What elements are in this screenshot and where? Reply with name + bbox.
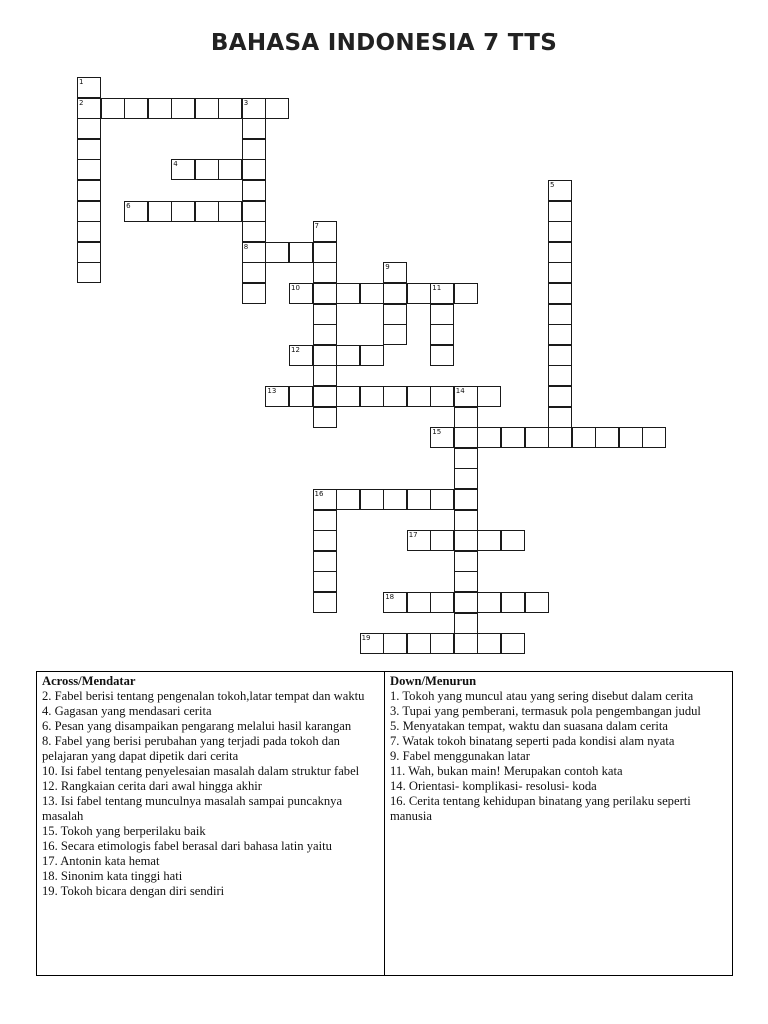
grid-cell[interactable] — [242, 180, 266, 201]
grid-cell[interactable] — [195, 98, 219, 119]
clue-number: 2 — [79, 98, 84, 107]
clue-number: 11 — [432, 284, 442, 292]
clue-number: 19 — [361, 634, 371, 643]
clue-table — [36, 671, 733, 976]
grid-cell[interactable] — [454, 613, 478, 634]
grid-cell[interactable] — [265, 242, 289, 263]
grid-cell[interactable] — [313, 407, 337, 428]
down-clue: 14. Orientasi- komplikasi- resolusi- koda — [390, 779, 597, 793]
grid-cell[interactable] — [77, 221, 101, 242]
grid-cell[interactable] — [242, 262, 266, 283]
grid-cell[interactable] — [360, 283, 384, 304]
grid-cell[interactable] — [360, 489, 384, 510]
grid-cell[interactable] — [313, 304, 337, 325]
grid-cell[interactable] — [336, 489, 360, 510]
grid-cell[interactable] — [313, 530, 337, 551]
grid-cell[interactable] — [430, 592, 454, 613]
grid-cell[interactable] — [336, 386, 360, 407]
grid-cell[interactable] — [548, 221, 572, 242]
grid-cell[interactable] — [313, 345, 337, 366]
down-clue: 1. Tokoh yang muncul atau yang sering disebut dalam cerita — [390, 689, 694, 703]
grid-cell[interactable] — [548, 262, 572, 283]
grid-cell[interactable] — [313, 551, 337, 572]
clue-number: 3 — [243, 98, 249, 107]
grid-cell[interactable] — [218, 201, 242, 222]
down-clue: 11. Wah, bukan main! Merupakan contoh kata — [390, 764, 623, 778]
grid-cell[interactable] — [454, 427, 478, 448]
grid-cell[interactable] — [477, 386, 501, 407]
grid-cell[interactable] — [313, 571, 337, 592]
grid-cell[interactable] — [430, 489, 454, 510]
grid-cell[interactable] — [501, 427, 525, 448]
down-clue: 5. Menyatakan tempat, waktu dan suasana dalam cerita — [390, 719, 669, 733]
clue-number: 1 — [79, 78, 84, 86]
grid-cell[interactable] — [77, 180, 101, 201]
grid-cell[interactable] — [548, 242, 572, 263]
grid-cell[interactable] — [430, 386, 454, 407]
grid-cell[interactable] — [289, 386, 313, 407]
grid-cell[interactable] — [430, 324, 454, 345]
grid-cell[interactable] — [430, 633, 454, 654]
grid-cell[interactable] — [77, 139, 101, 160]
grid-cell[interactable] — [77, 242, 101, 263]
grid-cell[interactable] — [454, 468, 478, 489]
grid-cell[interactable] — [619, 427, 643, 448]
grid-cell[interactable] — [383, 633, 407, 654]
across-clue: 15. Tokoh yang berperilaku baik — [42, 824, 206, 838]
grid-cell[interactable] — [383, 283, 407, 304]
down-clues — [385, 672, 732, 975]
grid-cell[interactable] — [548, 365, 572, 386]
grid-cell[interactable] — [313, 242, 337, 263]
grid-cell[interactable] — [242, 283, 266, 304]
clue-number: 8 — [243, 242, 249, 251]
grid-cell[interactable] — [313, 386, 337, 407]
grid-cell[interactable] — [454, 592, 478, 613]
down-clue: 3. Tupai yang pemberani, termasuk pola pengembangan judul — [390, 704, 701, 718]
grid-cell[interactable] — [407, 386, 431, 407]
grid-cell[interactable] — [454, 551, 478, 572]
grid-cell[interactable] — [407, 283, 431, 304]
grid-cell[interactable] — [148, 98, 172, 119]
across-clue: 16. Secara etimologis fabel berasal dari bahasa latin yaitu — [42, 839, 332, 853]
across-clue: 17. Antonin kata hemat — [42, 854, 160, 868]
grid-cell[interactable] — [360, 386, 384, 407]
grid-cell[interactable] — [124, 98, 148, 119]
clue-number: 14 — [455, 387, 465, 395]
grid-cell[interactable] — [572, 427, 596, 448]
clue-number: 13 — [267, 387, 277, 395]
across-clue: 13. Isi fabel tentang munculnya masalah sampai puncaknya masalah — [42, 794, 343, 823]
grid-cell[interactable] — [289, 242, 313, 263]
down-clue: 7. Watak tokoh binatang seperti pada kondisi alam nyata — [390, 734, 675, 748]
grid-cell[interactable] — [407, 592, 431, 613]
clue-number: 5 — [550, 181, 555, 189]
across-clue: 19. Tokoh bicara dengan diri sendiri — [42, 884, 225, 898]
grid-cell[interactable] — [383, 304, 407, 325]
clue-number: 4 — [173, 160, 178, 169]
clue-number: 12 — [291, 345, 300, 354]
clue-number: 18 — [385, 593, 395, 601]
grid-cell[interactable] — [501, 530, 525, 551]
grid-cell[interactable] — [383, 489, 407, 510]
grid-cell[interactable] — [548, 427, 572, 448]
clue-number: 16 — [314, 490, 324, 498]
grid-cell[interactable] — [313, 510, 337, 531]
grid-cell[interactable] — [218, 159, 242, 180]
grid-cell[interactable] — [242, 159, 266, 180]
grid-cell[interactable] — [548, 407, 572, 428]
grid-cell[interactable] — [454, 633, 478, 654]
page-title: BAHASA INDONESIA 7 TTS — [210, 30, 558, 56]
across-clue: 2. Fabel berisi tentang pengenalan tokoh,latar tempat dan waktu — [42, 689, 365, 703]
grid-cell[interactable] — [548, 283, 572, 304]
grid-cell[interactable] — [242, 221, 266, 242]
across-heading: Across/Mendatar — [42, 674, 136, 688]
grid-cell[interactable] — [336, 345, 360, 366]
grid-cell[interactable] — [313, 262, 337, 283]
grid-cell[interactable] — [642, 427, 666, 448]
grid-cell[interactable] — [454, 571, 478, 592]
grid-cell[interactable] — [548, 386, 572, 407]
clue-number: 9 — [385, 263, 390, 272]
grid-cell[interactable] — [242, 201, 266, 222]
grid-cell[interactable] — [430, 345, 454, 366]
grid-cell[interactable] — [77, 201, 101, 222]
grid-cell[interactable] — [454, 510, 478, 531]
grid-cell[interactable] — [242, 139, 266, 160]
grid-cell[interactable] — [383, 386, 407, 407]
clue-number: 7 — [314, 222, 319, 231]
grid-cell[interactable] — [195, 201, 219, 222]
down-clue: 9. Fabel menggunakan latar — [390, 749, 530, 763]
grid-cell[interactable] — [407, 633, 431, 654]
grid-cell[interactable] — [548, 304, 572, 325]
grid-cell[interactable] — [454, 407, 478, 428]
grid-cell[interactable] — [313, 365, 337, 386]
grid-cell[interactable] — [454, 283, 478, 304]
grid-cell[interactable] — [548, 345, 572, 366]
grid-cell[interactable] — [383, 324, 407, 345]
grid-cell[interactable] — [313, 592, 337, 613]
grid-cell[interactable] — [265, 98, 289, 119]
grid-cell[interactable] — [477, 592, 501, 613]
grid-cell[interactable] — [360, 345, 384, 366]
grid-cell[interactable] — [313, 283, 337, 304]
clue-number: 10 — [291, 284, 300, 292]
grid-cell[interactable] — [195, 159, 219, 180]
grid-cell[interactable] — [77, 159, 101, 180]
grid-cell[interactable] — [477, 530, 501, 551]
grid-cell[interactable] — [477, 427, 501, 448]
grid-cell[interactable] — [77, 118, 101, 139]
grid-cell[interactable] — [454, 530, 478, 551]
down-clue: 16. Cerita tentang kehidupan binatang yang perilaku seperti manusia — [390, 794, 691, 823]
grid-cell[interactable] — [525, 592, 549, 613]
clue-number: 6 — [126, 201, 131, 210]
across-clue: 18. Sinonim kata tinggi hati — [42, 869, 183, 883]
grid-cell[interactable] — [430, 530, 454, 551]
down-heading: Down/Menurun — [390, 674, 477, 688]
grid-cell[interactable] — [148, 201, 172, 222]
grid-cell[interactable] — [525, 427, 549, 448]
grid-cell[interactable] — [407, 489, 431, 510]
grid-cell[interactable] — [430, 304, 454, 325]
grid-cell[interactable] — [548, 324, 572, 345]
grid-cell[interactable] — [501, 592, 525, 613]
across-clue: 4. Gagasan yang mendasari cerita — [42, 704, 212, 718]
grid-cell[interactable] — [171, 98, 195, 119]
across-clue: 10. Isi fabel tentang penyelesaian masalah dalam struktur fabel — [42, 764, 360, 778]
clue-number: 17 — [408, 531, 418, 540]
grid-cell[interactable] — [336, 283, 360, 304]
grid-cell[interactable] — [171, 201, 195, 222]
grid-cell[interactable] — [454, 489, 478, 510]
grid-cell[interactable] — [101, 98, 125, 119]
grid-cell[interactable] — [548, 201, 572, 222]
grid-cell[interactable] — [242, 118, 266, 139]
across-clue: 6. Pesan yang disampaikan pengarang melalui hasil karangan — [42, 719, 352, 733]
across-clue: 12. Rangkaian cerita dari awal hingga akhir — [42, 779, 262, 793]
clue-number: 15 — [432, 428, 442, 437]
grid-cell[interactable] — [595, 427, 619, 448]
grid-cell[interactable] — [477, 633, 501, 654]
across-clue: 8. Fabel yang berisi perubahan yang terjadi pada tokoh dan pelajaran yang dapat dipetik dari cerita — [42, 734, 340, 763]
grid-cell[interactable] — [501, 633, 525, 654]
across-clues — [37, 672, 385, 975]
grid-cell[interactable] — [454, 448, 478, 469]
grid-cell[interactable] — [313, 324, 337, 345]
grid-cell[interactable] — [218, 98, 242, 119]
grid-cell[interactable] — [77, 262, 101, 283]
